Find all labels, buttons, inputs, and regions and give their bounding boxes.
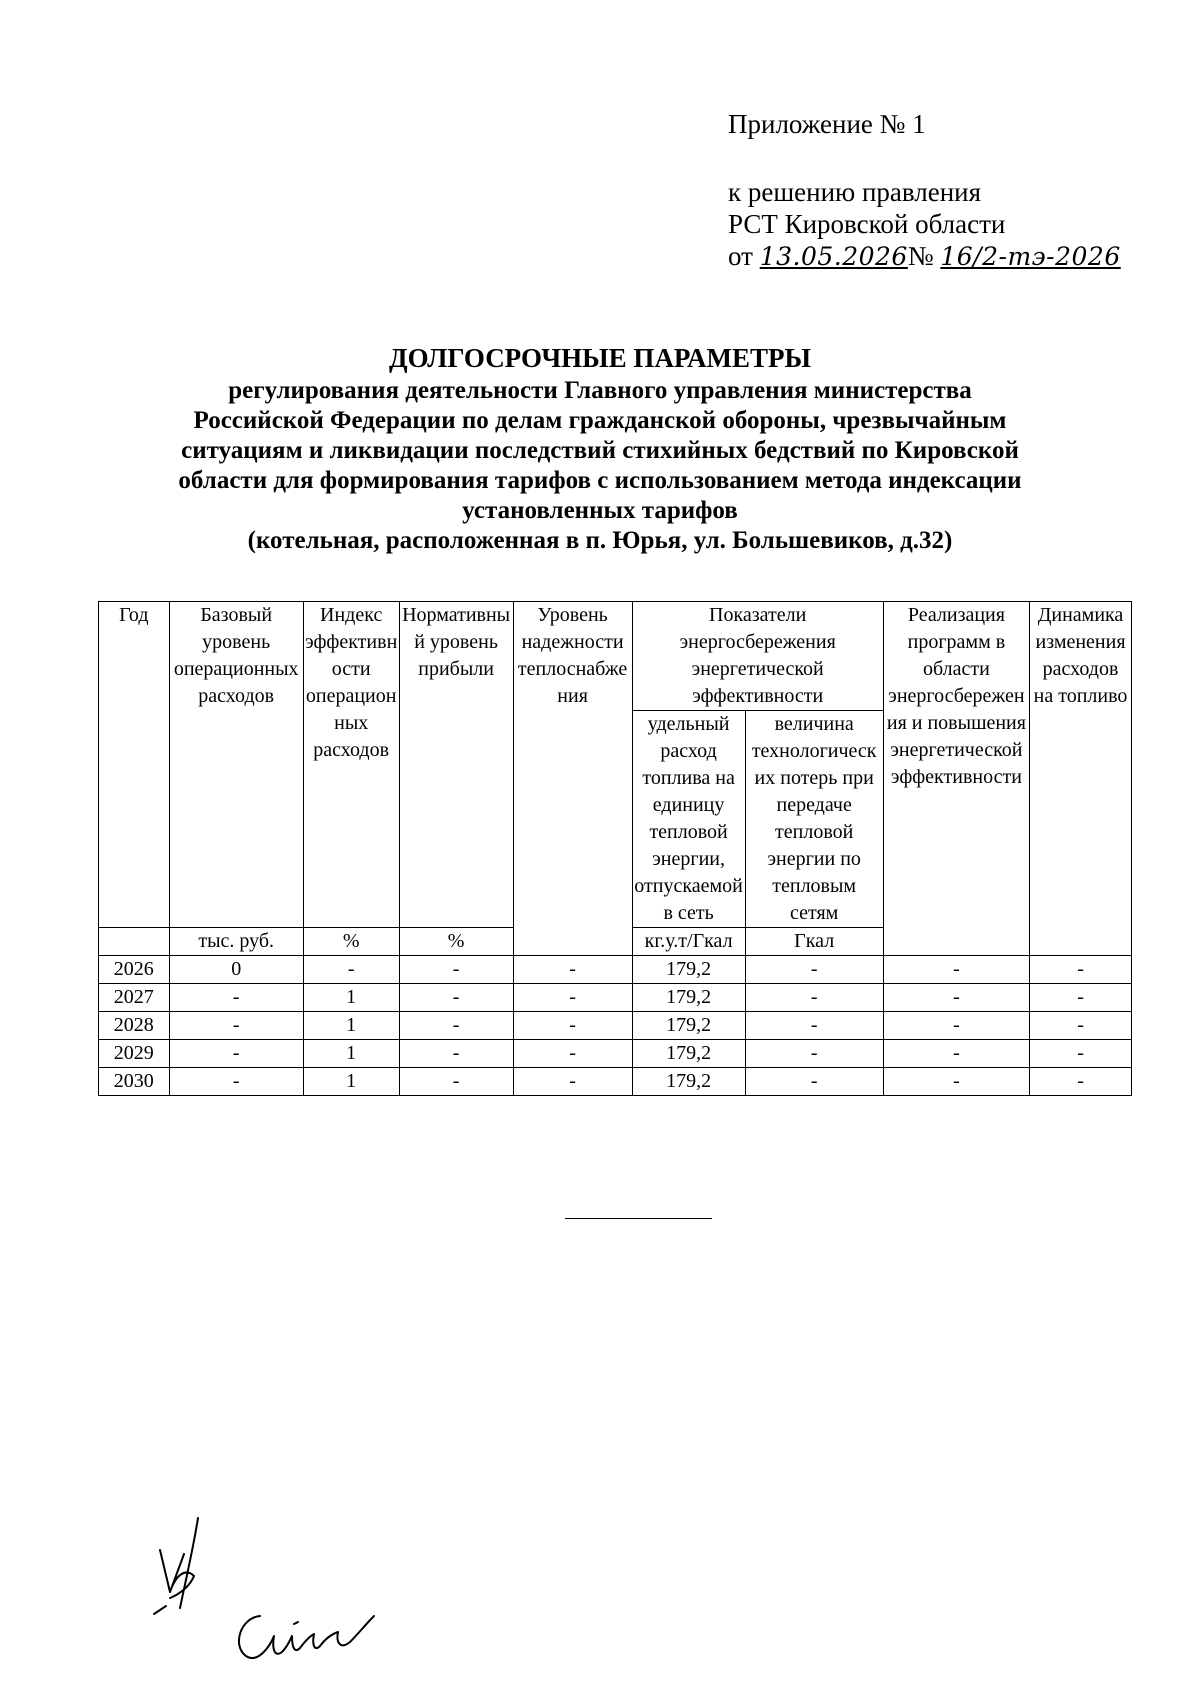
title-line-4: области для формирования тарифов с использованием метода индексации xyxy=(178,467,1022,494)
cell-fuel-rate: 179,2 xyxy=(632,1068,745,1096)
cell-year: 2028 xyxy=(99,1012,170,1040)
cell-reliability: - xyxy=(513,956,632,984)
parameters-table xyxy=(98,601,1132,1096)
col-header-index: Индекс эффективности операционных расходов xyxy=(303,602,399,928)
cell-losses: - xyxy=(745,984,883,1012)
cell-index: 1 xyxy=(303,1012,399,1040)
cell-dynamics: - xyxy=(1030,1040,1132,1068)
cell-dynamics: - xyxy=(1030,1068,1132,1096)
cell-year: 2026 xyxy=(99,956,170,984)
cell-programs: - xyxy=(883,1012,1029,1040)
col-header-fuel-rate: удельный расход топлива на единицу тепловой энергии, отпускаемой в сеть xyxy=(632,711,745,928)
cell-profit: - xyxy=(399,1012,513,1040)
unit-losses: Гкал xyxy=(745,928,883,956)
cell-programs: - xyxy=(883,1068,1029,1096)
title-line-2: Российской Федерации по делам гражданской обороны, чрезвычайным xyxy=(193,407,1007,434)
cell-year: 2027 xyxy=(99,984,170,1012)
appendix-date-line xyxy=(728,240,1148,273)
table-row xyxy=(99,1012,1132,1040)
cell-programs: - xyxy=(883,956,1029,984)
table-row xyxy=(99,1040,1132,1068)
decision-number: 16/2-тэ-2026 xyxy=(940,242,1121,271)
cell-base: 0 xyxy=(169,956,303,984)
table-row xyxy=(99,984,1132,1012)
cell-reliability: - xyxy=(513,1040,632,1068)
cell-dynamics: - xyxy=(1030,984,1132,1012)
unit-index: % xyxy=(303,928,399,956)
col-header-base: Базовый уровень операционных расходов xyxy=(169,602,303,928)
cell-fuel-rate: 179,2 xyxy=(632,1012,745,1040)
cell-profit: - xyxy=(399,984,513,1012)
col-header-energy-group: Показатели энергосбережения энергетической эффективности xyxy=(632,602,883,711)
decision-date: 13.05.2026 xyxy=(759,242,908,271)
appendix-line-1: к решению правления xyxy=(728,177,982,207)
col-header-programs: Реализация программ в области энергосбережения и повышения энергетической эффективности xyxy=(883,602,1029,956)
cell-year: 2029 xyxy=(99,1040,170,1068)
appendix-block xyxy=(728,108,1148,273)
cell-year: 2030 xyxy=(99,1068,170,1096)
unit-year xyxy=(99,928,170,956)
cell-profit: - xyxy=(399,956,513,984)
cell-base: - xyxy=(169,1040,303,1068)
col-header-losses: величина технологических потерь при передаче тепловой энергии по тепловым сетям xyxy=(745,711,883,928)
col-header-dynamics: Динамика изменения расходов на топливо xyxy=(1030,602,1132,956)
title-line-3: ситуациям и ликвидации последствий стихийных бедствий по Кировской xyxy=(181,437,1019,464)
from-label: от xyxy=(728,241,753,271)
cell-losses: - xyxy=(745,1040,883,1068)
title-line-1: регулирования деятельности Главного управления министерства xyxy=(228,377,972,404)
col-header-reliability: Уровень надежности теплоснабжения xyxy=(513,602,632,956)
title-line-6: (котельная, расположенная в п. Юрья, ул. Большевиков, д.32) xyxy=(247,527,953,554)
title-line-5: установленных тарифов xyxy=(462,497,738,524)
appendix-line-2: РСТ Кировской области xyxy=(728,209,1006,239)
cell-index: - xyxy=(303,956,399,984)
cell-losses: - xyxy=(745,956,883,984)
cell-base: - xyxy=(169,984,303,1012)
col-header-profit: Нормативный уровень прибыли xyxy=(399,602,513,928)
cell-reliability: - xyxy=(513,984,632,1012)
cell-losses: - xyxy=(745,1012,883,1040)
col-header-year: Год xyxy=(99,602,170,928)
cell-reliability: - xyxy=(513,1068,632,1096)
cell-profit: - xyxy=(399,1068,513,1096)
unit-base: тыс. руб. xyxy=(169,928,303,956)
cell-index: 1 xyxy=(303,1068,399,1096)
table-row xyxy=(99,1068,1132,1096)
title-main: ДОЛГОСРОЧНЫЕ ПАРАМЕТРЫ xyxy=(389,343,811,373)
cell-base: - xyxy=(169,1068,303,1096)
cell-losses: - xyxy=(745,1068,883,1096)
cell-programs: - xyxy=(883,1040,1029,1068)
cell-dynamics: - xyxy=(1030,956,1132,984)
number-label: № xyxy=(907,241,934,271)
cell-base: - xyxy=(169,1012,303,1040)
handwritten-signature xyxy=(228,1602,378,1672)
appendix-number: Приложение № 1 xyxy=(728,109,926,139)
unit-fuel-rate: кг.у.т/Гкал xyxy=(632,928,745,956)
cell-reliability: - xyxy=(513,1012,632,1040)
end-rule xyxy=(565,1218,712,1219)
cell-dynamics: - xyxy=(1030,1012,1132,1040)
cell-fuel-rate: 179,2 xyxy=(632,1040,745,1068)
cell-index: 1 xyxy=(303,984,399,1012)
document-title xyxy=(100,340,1100,556)
cell-profit: - xyxy=(399,1040,513,1068)
cell-programs: - xyxy=(883,984,1029,1012)
table-row xyxy=(99,956,1132,984)
cell-fuel-rate: 179,2 xyxy=(632,956,745,984)
cell-index: 1 xyxy=(303,1040,399,1068)
unit-profit: % xyxy=(399,928,513,956)
cell-fuel-rate: 179,2 xyxy=(632,984,745,1012)
